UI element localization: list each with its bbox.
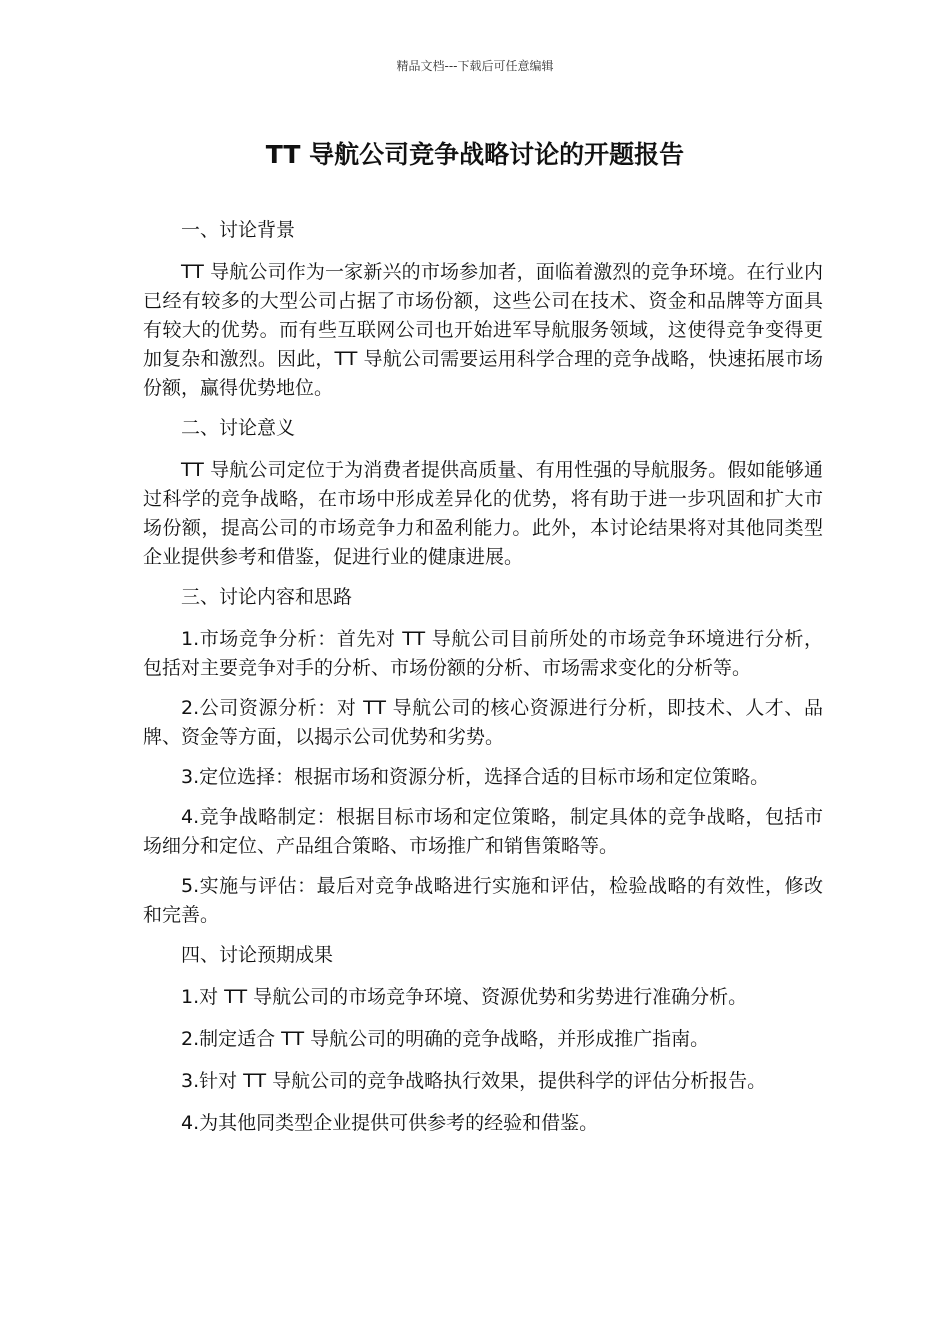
section-heading-outcomes: 四、讨论预期成果	[181, 944, 334, 966]
content-item: 1.市场竞争分析：首先对 TT 导航公司目前所处的市场竞争环境进行分析，包括对主要竞争对手的分析、市场份额的分析、市场需求变化的分析等。	[143, 628, 823, 679]
outcome-item: 1.对 TT 导航公司的市场竞争环境、资源优势和劣势进行准确分析。	[181, 986, 748, 1008]
background-paragraph: TT 导航公司作为一家新兴的市场参加者，面临着激烈的竞争环境。在行业内已经有较多的大型公司占据了市场份额，这些公司在技术、资金和品牌等方面具有较大的优势。而有些互联网公司也开始进军导航服务领域，这使得竞争变得更加复杂和激烈。因此，TT 导航公司需要运用科学合理的竞争战略，快速拓展市场份额，赢得优势地位。	[143, 261, 823, 399]
significance-paragraph: TT 导航公司定位于为消费者提供高质量、有用性强的导航服务。假如能够通过科学的竞争战略，在市场中形成差异化的优势，将有助于进一步巩固和扩大市场份额，提高公司的市场竞争力和盈利能力。此外，本讨论结果将对其他同类型企业提供参考和借鉴，促进行业的健康进展。	[143, 459, 823, 568]
content-item: 3.定位选择：根据市场和资源分析，选择合适的目标市场和定位策略。	[181, 766, 770, 788]
header-note: 精品文档---下载后可任意编辑	[396, 59, 554, 73]
outcome-item: 4.为其他同类型企业提供可供参考的经验和借鉴。	[181, 1112, 599, 1134]
outcome-item: 2.制定适合 TT 导航公司的明确的竞争战略，并形成推广指南。	[181, 1028, 710, 1050]
section-heading-content: 三、讨论内容和思路	[181, 586, 353, 608]
content-item: 2.公司资源分析：对 TT 导航公司的核心资源进行分析，即技术、人才、品牌、资金等方面，以揭示公司优势和劣势。	[143, 697, 823, 748]
outcome-item: 3.针对 TT 导航公司的竞争战略执行效果，提供科学的评估分析报告。	[181, 1070, 767, 1092]
content-item: 4.竞争战略制定：根据目标市场和定位策略，制定具体的竞争战略，包括市场细分和定位、产品组合策略、市场推广和销售策略等。	[143, 806, 823, 857]
section-heading-significance: 二、讨论意义	[181, 417, 296, 439]
content-item: 5.实施与评估：最后对竞争战略进行实施和评估，检验战略的有效性，修改和完善。	[143, 875, 823, 926]
section-heading-background: 一、讨论背景	[181, 219, 296, 241]
document-body	[143, 216, 823, 1151]
document-title: TT 导航公司竞争战略讨论的开题报告	[265, 140, 685, 169]
